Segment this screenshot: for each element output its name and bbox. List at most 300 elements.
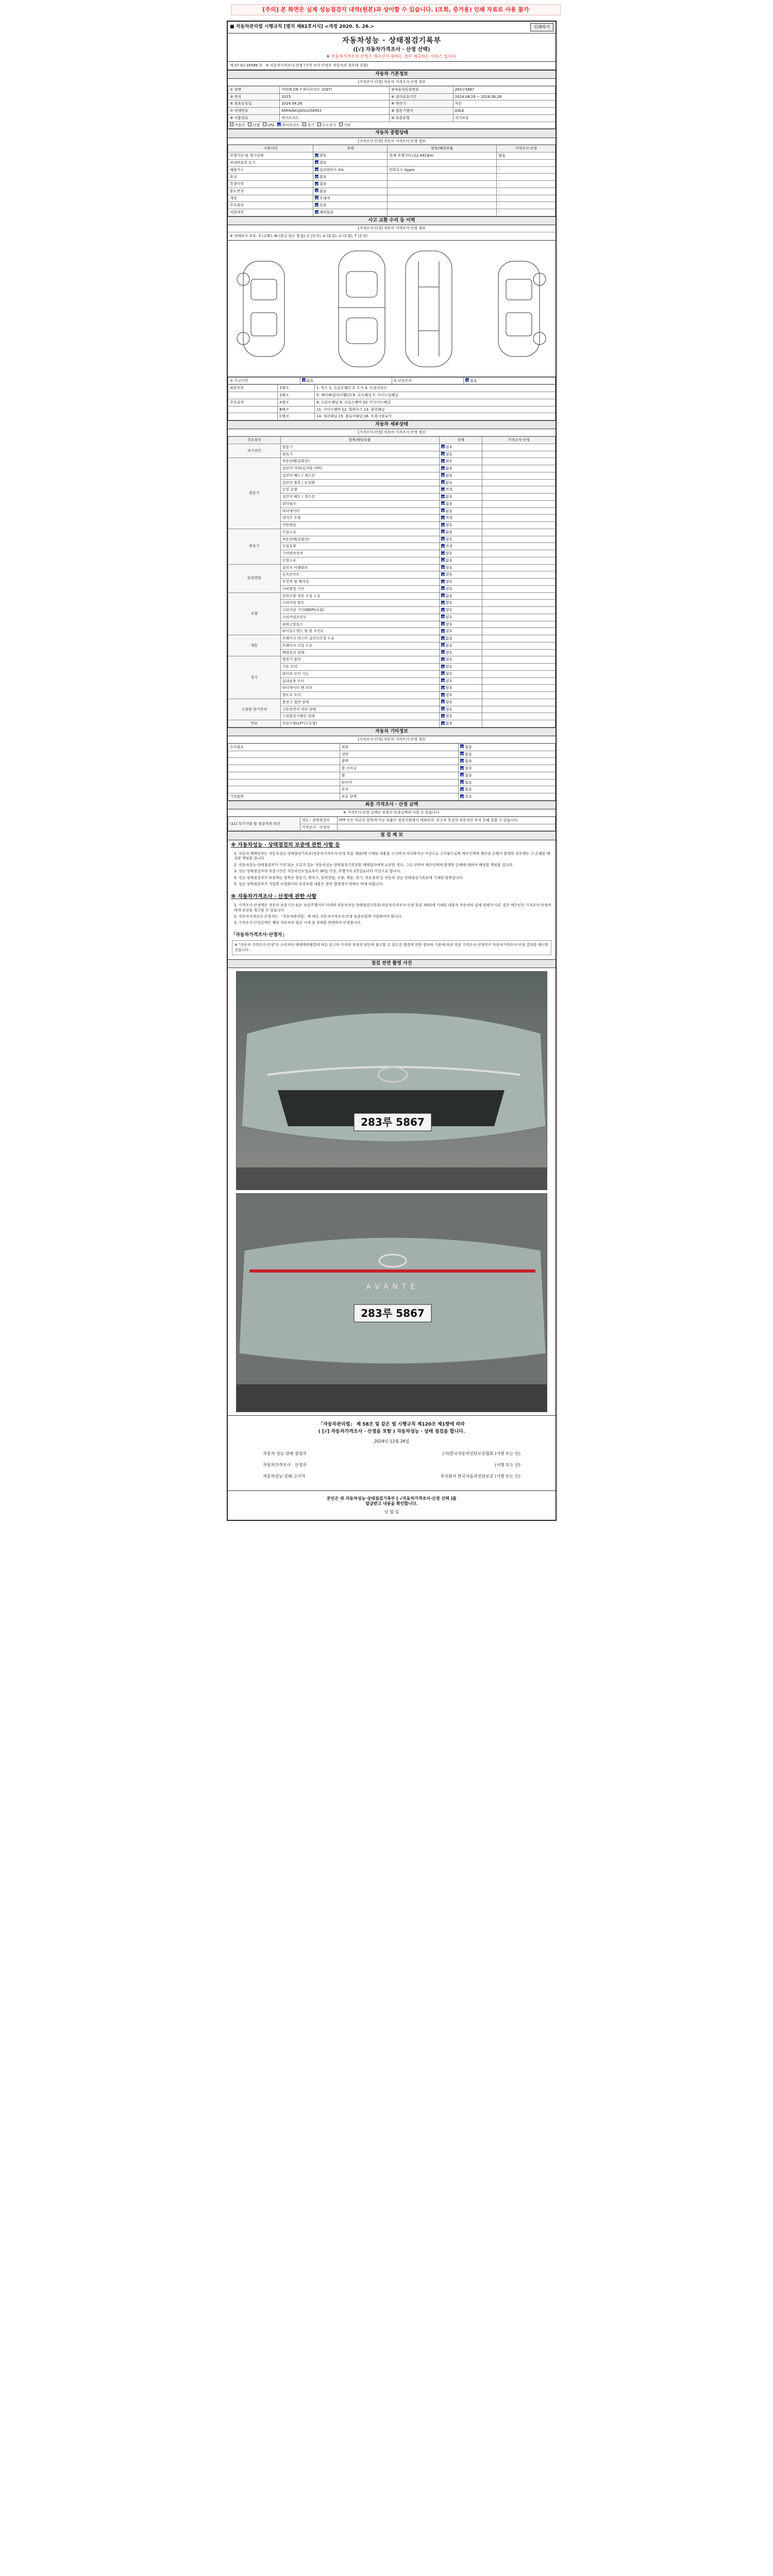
detail-item: 스티어링 펌프 (280, 600, 439, 607)
detail-status: 없음 (445, 466, 453, 470)
general-cell: - (498, 189, 500, 193)
detail-item: 실린더 블록 / 오일팬 (280, 479, 439, 486)
checkbox-icon (315, 196, 318, 199)
checkbox-icon (441, 657, 445, 661)
detail-item: 라디에이터 팬 모터 (280, 685, 439, 692)
checkbox-icon (441, 615, 445, 618)
title-block (228, 33, 556, 62)
general-table (228, 145, 556, 216)
detail-title: 자동차 세부상태 (228, 420, 556, 429)
checkbox-icon (441, 636, 445, 640)
general-cell: - (498, 167, 500, 172)
detail-item: 윈도우 모터 (280, 692, 439, 699)
basic-value: 아반떼 CN 7 하이브리드 (CN7) (280, 86, 390, 93)
other-row (228, 743, 556, 751)
car-frame-view-icon (406, 251, 452, 367)
basic-label: ⑤ 최초등록일 (228, 100, 280, 108)
other-cell: 내장 (341, 752, 349, 756)
panel-cell (228, 406, 278, 413)
checkbox-icon (441, 721, 445, 725)
detail-price-cell (482, 628, 556, 635)
detail-status: 양호 (445, 445, 453, 449)
detail-item: 구동축전지 격리 상태 (280, 706, 439, 713)
checkbox-icon (441, 665, 445, 668)
detail-item: 배력장치 상태 (280, 649, 439, 656)
general-cell: - (498, 210, 500, 214)
checkbox-icon (441, 565, 445, 569)
general-cell: 특별이력 (230, 182, 244, 186)
detail-item: 브레이크 오일 누유 (280, 642, 439, 649)
sign-name: 주식회사 한국자동차진단보증 (서명 또는 인) (440, 1473, 520, 1479)
basic-label: ④ 검사유효기간 (390, 93, 453, 100)
sign-role: 자동차 성능·상태 점검자 (263, 1451, 307, 1456)
other-cell: 없음 (465, 780, 472, 785)
detail-item: 라디에이터 (280, 507, 439, 515)
detail-status: 양호 (445, 523, 453, 527)
front-photo (236, 971, 547, 1190)
inspection-document (227, 21, 557, 1521)
detail-status: 적정 (445, 544, 453, 549)
general-cell: 탄화수소 0ppm (389, 167, 415, 172)
detail-price-cell (482, 444, 556, 451)
general-cell: 배출가스 (230, 167, 244, 172)
detail-price-cell (482, 699, 556, 706)
detail-status: 양호 (445, 671, 453, 676)
detail-status: 양호 (445, 459, 453, 464)
panel-cell: 1. 후드 2. 프론트휀더 3. 도어 4. 트렁크리드 (315, 385, 556, 392)
detail-price-cell (482, 571, 556, 579)
other-cell: 광택 (341, 759, 349, 764)
detail-price-cell (482, 600, 556, 607)
other-cell: 없음 (465, 773, 472, 777)
detail-status: 양호 (445, 452, 453, 456)
detail-group-name: 연료 (228, 720, 281, 727)
detail-item: 고전원전기배선 상태 (280, 713, 439, 720)
accident-sub: [가격조사·산정] 자동차 가격조사·산정 정보 (228, 225, 556, 232)
detail-row (228, 635, 556, 642)
detail-status: 없음 (445, 480, 453, 485)
checkbox-icon (315, 189, 318, 192)
panel-groups-table (228, 384, 556, 420)
fuel-option: 하이브리드 (277, 123, 299, 128)
checkbox-icon (441, 452, 445, 455)
checkbox-icon (460, 759, 464, 762)
car-diagram (228, 241, 556, 377)
general-cell: 일산화탄소 0% (320, 167, 344, 172)
checkbox-icon (441, 700, 445, 703)
panel-group-row (228, 385, 556, 392)
detail-status: 양호 (445, 572, 453, 577)
special-cell: 가격조사 · 산정자 (300, 824, 338, 831)
other-cell: 없음 (465, 787, 472, 792)
detail-status: 양호 (445, 686, 453, 690)
detail-status: 없음 (445, 473, 453, 478)
panel-cell: 14. 대쉬패널 15. 플로어패널 16. 트렁크플로어 (315, 413, 556, 420)
accident-result: 없음 (306, 378, 314, 383)
basic-label: ③ 연식 (228, 93, 280, 100)
footer: 본인은 위 자동차성능·상태점검기록부 [ √자동차가격조사·산정 선택 ]를 발급받고 내용을 확인합니다. 년 월 일 (228, 1490, 556, 1520)
general-cell: 많음 (498, 154, 506, 158)
detail-item: 스티어링조인트 (280, 614, 439, 621)
detail-price-cell (482, 706, 556, 713)
general-cell: - (498, 160, 500, 165)
detail-item: 실린더 헤드 / 개스킷 (280, 494, 439, 501)
detail-price-cell (482, 677, 556, 685)
panel-cell: 11. 사이드멤버 12. 휠하우스 13. 필러패널 (315, 406, 556, 413)
doc-number: 제 07-01-16589 호 ※ 자동차가격조사·산정 (가격 조사·산정은 자동차의 경우에 포함) (228, 62, 556, 70)
detail-status: 양호 (445, 601, 453, 605)
detail-price-cell (482, 579, 556, 586)
other-row (228, 786, 556, 793)
detail-price-cell (482, 543, 556, 550)
repair-result: 없음 (470, 378, 477, 383)
other-cell: 있음 (465, 794, 472, 799)
basic-info-sub: [가격조사·산정] 자동차 가격조사·산정 정보 (228, 79, 556, 86)
basic-label: ⑩ 보증유형 (390, 114, 453, 122)
basic-value: KMHLN41JGSU156952 (280, 108, 390, 115)
checkbox-icon (441, 679, 445, 682)
detail-group-name: 변속기 (228, 529, 281, 564)
brand-text: AVANTE (366, 1283, 419, 1292)
other-cell: 휠 (341, 773, 345, 777)
detail-group-name: 전기 (228, 656, 281, 699)
detail-item: 스티어링 기어(MDPS포함) (280, 607, 439, 614)
detail-row (228, 592, 556, 600)
detail-price-cell (482, 522, 556, 529)
detail-status: 양호 (445, 700, 453, 704)
checkbox-icon (441, 487, 445, 491)
detail-price-cell (482, 685, 556, 692)
panel-cell: 8. 프론트패널 9. 크로스멤버 10. 인사이드패널 (315, 399, 556, 406)
detail-item: 디퍼렌셜 기어 (280, 585, 439, 592)
detail-col-header: 항목/해당부품 (280, 437, 439, 444)
notice-paragraph: 3. 성능·상태점검자의 보증기간은 자동차인도일로부터 30일 이상, 주행거리 2천킬로미터 이상으로 합니다. (234, 869, 401, 874)
detail-item: 기어변속장치 (280, 550, 439, 557)
sign-role: 자동차성능·상태 고지자 (263, 1473, 306, 1479)
detail-status: 양호 (445, 665, 453, 669)
detail-price-cell (482, 621, 556, 628)
accident-note: ※ 상태표시 부호: X (교환), W (판금 또는 용접), C (부식), A (흠집), U (요철), T (손상) (228, 232, 556, 241)
special-label: (11) 특기사항 및 점검자의 의견 (228, 817, 300, 831)
general-cell: 양호 (320, 154, 327, 158)
detail-item: 원동기 (280, 444, 439, 451)
basic-label: ⑧ 원동기형식 (390, 108, 453, 115)
panel-cell: C랭크 (278, 413, 315, 420)
general-row (228, 181, 556, 188)
checkbox-icon (441, 480, 445, 484)
other-cell: 타이어 (341, 780, 352, 785)
fuel-option: 전기 (303, 123, 314, 128)
general-cell: - (498, 182, 500, 186)
other-row (228, 765, 556, 772)
special-cell: 성능 · 상태점검자 (300, 817, 338, 824)
detail-status: 없음 (445, 495, 453, 499)
detail-price-cell (482, 656, 556, 664)
detail-status: 양호 (445, 629, 453, 634)
detail-status: 없음 (445, 636, 453, 640)
fuel-option: 수소전기 (317, 123, 336, 128)
detail-item: 파워고압호스 (280, 621, 439, 628)
checkbox-icon (441, 580, 445, 583)
detail-group-name: 조향 (228, 592, 281, 635)
other-cell: 없음 (465, 752, 472, 756)
basic-value: G4LE (453, 108, 555, 115)
basic-value: 2025 (280, 93, 390, 100)
notice-paragraph: 1. 가격조사·산정액은 자동차 보증기간 또는 보증주행거리 이내에 자동차성능·상태점검기록부(자동차가격조사·산정 부분 제외)에 기재된 내용과 자동차의 실제 상태가 다른 경우 매수인은 가격조사·산정자에게 보상을 청구할 수 있습니다. (234, 903, 551, 912)
panel-cell: 5. 쿼터패널(리어휀더) 6. 루프패널 7. 사이드실패널 (315, 392, 556, 399)
detail-item: 냉각수 수량 (280, 515, 439, 522)
detail-status: 양호 (445, 586, 453, 591)
sign-role: 자동차가격조사 · 산정자 (263, 1462, 307, 1467)
other-cell: 없음 (465, 766, 472, 770)
checkbox-icon (460, 787, 464, 791)
notice-body-price (228, 902, 556, 930)
detail-price-cell (482, 635, 556, 642)
doc-title: 자동차성능 · 상태점검기록부 (342, 37, 442, 45)
general-cell: 무채색 (320, 196, 330, 200)
detail-price-cell (482, 536, 556, 543)
detail-group-name: 자기진단 (228, 444, 281, 458)
detail-item: 오일누유 (280, 529, 439, 536)
panel-cell: 2랭크 (278, 392, 315, 399)
checkbox-icon (460, 780, 464, 784)
panel-cell: B랭크 (278, 406, 315, 413)
general-col-header: 사용이력 (228, 145, 313, 152)
rear-photo (236, 1193, 547, 1412)
checkbox-icon (441, 445, 445, 448)
detail-status: 양호 (445, 551, 453, 555)
doc-subtitle: ([√] 자동차가격조사 · 산정 선택) (353, 46, 430, 53)
accident-title: 사고 교환 수리 등 이력 (228, 216, 556, 225)
detail-price-cell (482, 507, 556, 515)
checkbox-icon (441, 594, 445, 597)
checkbox-icon (263, 123, 266, 126)
detail-price-cell (482, 550, 556, 557)
basic-value: 283루5867 (453, 86, 555, 93)
detail-status: 양호 (445, 580, 453, 584)
general-col-header: 상태 (313, 145, 388, 152)
detail-price-cell (482, 713, 556, 720)
detail-col-header: 상태 (439, 437, 482, 444)
panel-cell (228, 392, 278, 399)
fuel-option: 디젤 (248, 123, 260, 128)
special-table (228, 817, 556, 832)
notice-paragraph: 5. 성능·상태점검자가 가입한 보험회사의 보증보험 내용은 관련 법령에서 정하는 바에 따릅니다. (234, 882, 384, 887)
sign-name: (서명 또는 인) (495, 1462, 520, 1467)
checkbox-icon (460, 794, 464, 798)
car-right-side-icon (498, 261, 546, 357)
detail-price-cell (482, 692, 556, 699)
detail-table (228, 436, 556, 727)
general-cell: - (498, 203, 500, 208)
law-reference: ■ 자동차관리법 시행규칙 [별지 제82호서식] <개정 2020. 5. 26.> (230, 24, 374, 30)
general-cell: 주요옵션 (230, 203, 244, 208)
detail-col-header: 가격조사·산정 (482, 437, 556, 444)
general-row (228, 188, 556, 195)
general-cell: - (498, 196, 500, 200)
checkbox-icon (441, 629, 445, 633)
general-row (228, 174, 556, 181)
car-left-side-icon (237, 261, 284, 357)
detail-price-cell (482, 585, 556, 592)
checkbox-icon (441, 551, 445, 555)
detail-price-cell (482, 472, 556, 479)
detail-item: 실린더 커버(로커암 커버) (280, 465, 439, 472)
detail-price-cell (482, 486, 556, 494)
detail-row (228, 444, 556, 451)
detail-item: 커먼레일 (280, 522, 439, 529)
warning-banner: [주의] 본 화면은 실제 성능점검지 내역(원본)과 상이할 수 있습니다. (조회, 증거용) 인쇄 자료로 사용 불가 (231, 4, 561, 15)
detail-status: 없음 (445, 721, 453, 725)
checkbox-icon (441, 459, 445, 463)
checkbox-icon (441, 686, 445, 689)
notice-box-title: 「자동차가격조사·산정자」 (231, 932, 287, 938)
checkbox-icon (248, 123, 251, 126)
panel-cell: 주요골격 (228, 399, 278, 406)
checkbox-icon (315, 160, 318, 164)
detail-status: 양호 (445, 657, 453, 662)
detail-status: 양호 (445, 679, 453, 683)
checkbox-icon (441, 608, 445, 612)
checkbox-icon (441, 643, 445, 647)
general-cell: 없음 (320, 175, 327, 179)
other-cell: 기본품목 (230, 794, 244, 799)
checkbox-icon (339, 123, 343, 126)
general-cell: - (498, 175, 500, 179)
basic-label: ⑥ 변속기 (390, 100, 453, 108)
detail-price-cell (482, 664, 556, 671)
basic-value: 자가보증 (453, 114, 555, 122)
detail-item: 오일누유 (280, 557, 439, 564)
panel-cell: A랭크 (278, 399, 315, 406)
detail-group-name: 동력전달 (228, 564, 281, 592)
detail-row (228, 699, 556, 706)
detail-status: 없음 (445, 509, 453, 513)
sign-row (232, 1471, 551, 1482)
detail-item: 추진축 및 베어링 (280, 579, 439, 586)
checkbox-icon (441, 495, 445, 498)
detail-item: 와이퍼 모터 기능 (280, 670, 439, 677)
detail-row (228, 720, 556, 727)
detail-price-cell (482, 642, 556, 649)
checkbox-icon (441, 530, 445, 533)
detail-status: 없음 (445, 558, 453, 563)
general-cell: 해당없음 (320, 210, 334, 214)
basic-value: 2024.08.29 ~ 2026.08.28 (453, 93, 555, 100)
detail-price-cell (482, 607, 556, 614)
detail-item: 타이로드엔드 및 볼 조인트 (280, 628, 439, 635)
sign-date: 2024년 12월 26일 (374, 1438, 410, 1444)
notice-title-price: ※ 자동차가격조사 · 산정에 관한 사항 (231, 893, 317, 900)
sign-row (232, 1448, 551, 1460)
sign-name: (사)한국자동차진단보증협회 (서명 또는 인) (442, 1451, 520, 1456)
basic-label: ⑨ 사용연료 (228, 114, 280, 122)
fuel-options-row (228, 122, 556, 129)
detail-item: 동력조향 작동 오일 누유 (280, 592, 439, 600)
print-button[interactable]: 인쇄하기 (530, 23, 553, 31)
detail-price-cell (482, 479, 556, 486)
detail-status: 없음 (445, 530, 453, 534)
detail-status: 적정 (445, 516, 453, 520)
basic-label: ⑦ 차대번호 (228, 108, 280, 115)
general-row (228, 152, 556, 160)
checkbox-icon (277, 123, 281, 126)
detail-status: 양호 (445, 608, 453, 612)
notice-paragraph: 4. 성능·상태점검자가 보증하는 항목은 원동기, 변속기, 동력전달, 조향, 제동, 전기, 연료장치 등 자동차 성능·상태점검기록부에 기재된 항목입니다. (234, 875, 464, 880)
detail-group-name: 원동기 (228, 458, 281, 529)
checkbox-icon (460, 752, 464, 755)
detail-status: 양호 (445, 615, 453, 619)
detail-status: 없음 (445, 594, 453, 598)
detail-item: 브레이크 마스터 실린더오일 누유 (280, 635, 439, 642)
accident-result-table: ① 사고이력 없음 ② 단순수리 없음 (228, 377, 556, 385)
basic-row (228, 114, 556, 122)
detail-item: 실내송풍 모터 (280, 677, 439, 685)
detail-item: 변속기 (280, 451, 439, 458)
checkbox-icon (303, 123, 306, 126)
detail-price-cell (482, 465, 556, 472)
detail-row (228, 529, 556, 536)
detail-price-cell (482, 500, 556, 507)
basic-row (228, 108, 556, 115)
basic-value: 하이브리드 (280, 114, 390, 122)
basic-info-table (228, 86, 556, 129)
general-row (228, 209, 556, 216)
general-row (228, 166, 556, 174)
other-cell: 유리 (341, 787, 349, 792)
general-cell: 있음 (320, 203, 327, 208)
car-top-view-icon (339, 251, 385, 367)
notice-paragraph: 3. 가격조사·산정금액은 해당 자동차의 평균 시세 및 상태를 반영하여 산정합니다. (234, 921, 362, 925)
checkbox-icon (441, 466, 445, 470)
photos-title: 점검 전면 촬영 사진 (228, 959, 556, 968)
notice-paragraph: 2. 자동차성능·상태점검자가 거짓 또는 오류가 있는 자동차성능·상태점검기록부를 매매업자에게 교부한 경우, 그로 인하여 매수인에게 발생한 손해에 대하여 배상할 책임을 집니다. (234, 862, 514, 867)
checkbox-icon (441, 622, 445, 625)
checkbox-icon (315, 203, 318, 207)
panel-group-row (228, 392, 556, 399)
other-cell: 없음 (465, 759, 472, 764)
general-cell: 현재 주행거리 [12,442]km (389, 154, 434, 158)
detail-item: 작동상태(공회전) (280, 458, 439, 465)
other-row (228, 793, 556, 801)
special-cell: FFP 모든 비금속 항목에 가능 부품은 점검사항에서 제외되며, 중고차 특성상 부분적인 부식 은폐 있을 수 있습니다. (338, 817, 556, 824)
detail-price-cell (482, 494, 556, 501)
notice-title-warranty: ※ 자동차성능 · 상태점검의 보증에 관한 사항 등 (231, 842, 340, 848)
basic-row (228, 100, 556, 108)
basic-row (228, 93, 556, 100)
checkbox-icon (315, 210, 318, 214)
notice-body-warranty (228, 851, 556, 892)
detail-item: 오일 유량 (280, 486, 439, 494)
checkbox-icon (441, 650, 445, 654)
other-sub: [가격조사·산정] 자동차 가격조사·산정 정보 (228, 736, 556, 743)
checkbox-icon (441, 501, 445, 505)
checkbox-icon (315, 182, 318, 185)
detail-group-name: 제동 (228, 635, 281, 656)
detail-price-cell (482, 670, 556, 677)
other-cell: 룸 크리닝 (341, 766, 357, 770)
report-section-title: 점 검 제 보 (228, 831, 556, 840)
checkbox-icon (317, 123, 321, 126)
general-cell: 양호 (320, 160, 327, 165)
checkbox-icon (315, 167, 318, 171)
checkbox-icon (441, 509, 445, 512)
panel-cell (228, 413, 278, 420)
detail-status: 양호 (445, 707, 453, 711)
detail-item: 실린더 헤드 / 개스킷 (280, 472, 439, 479)
detail-status: 양호 (445, 565, 453, 570)
general-title: 자동차 종합상태 (228, 129, 556, 138)
